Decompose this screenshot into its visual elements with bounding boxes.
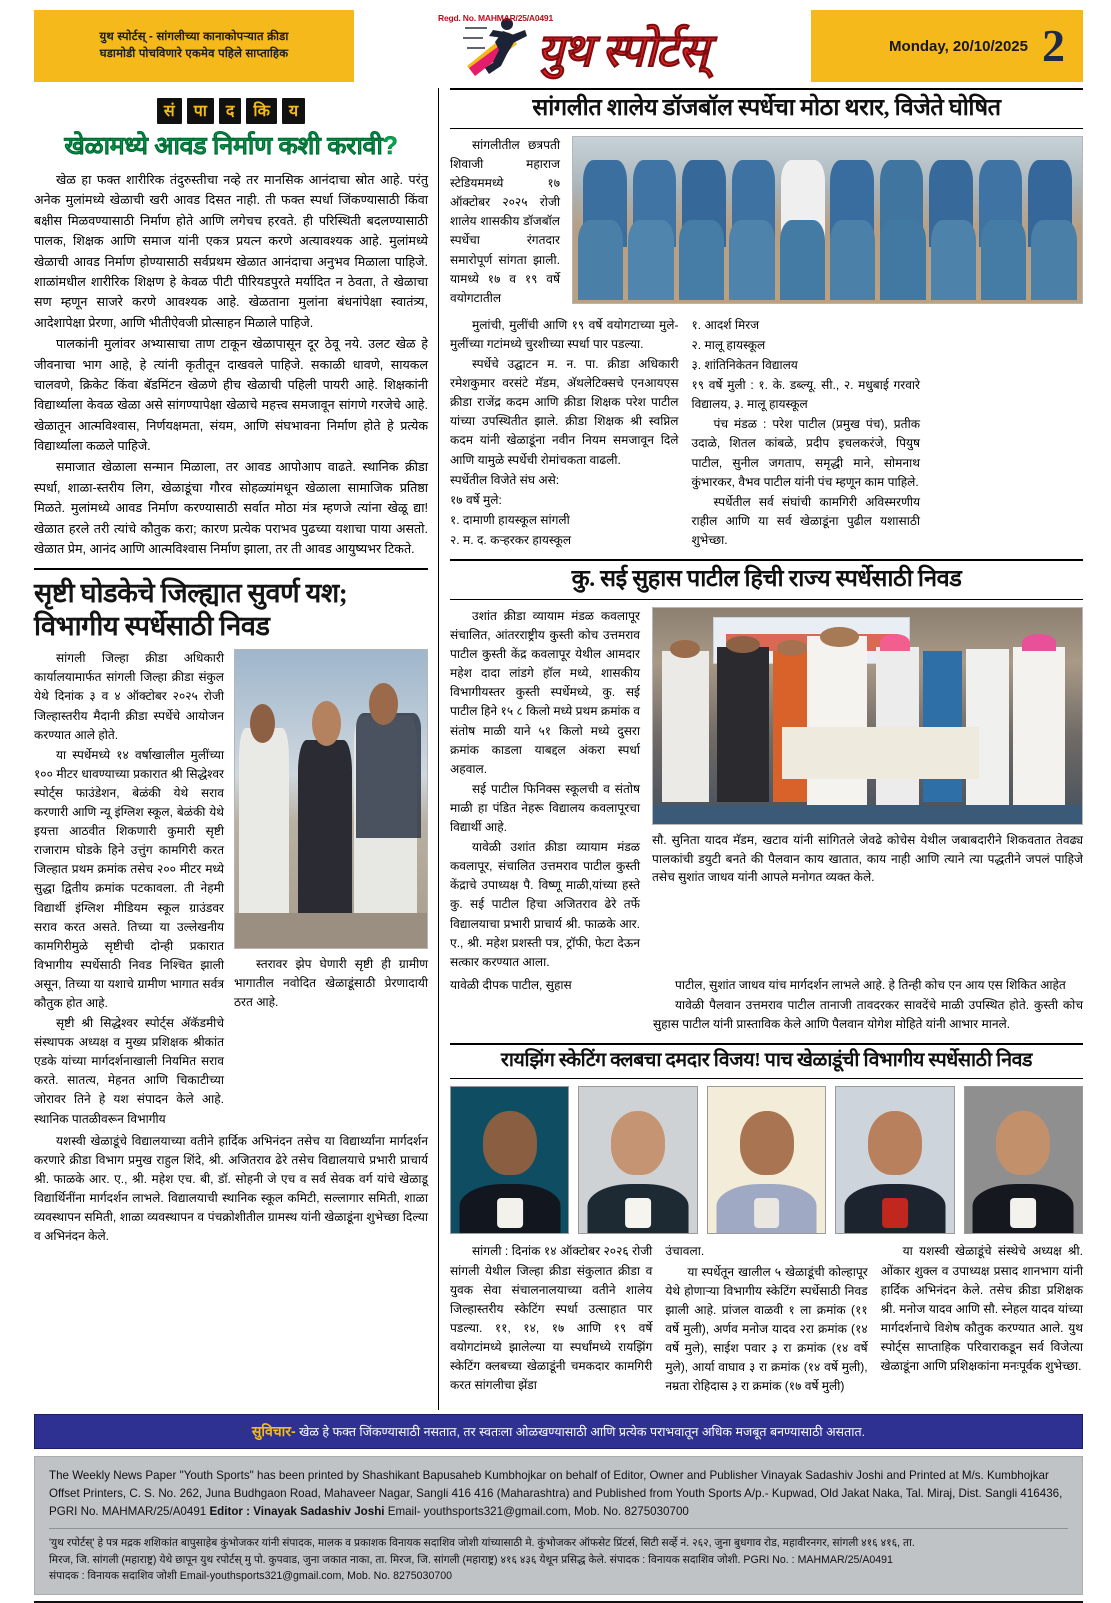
- section-divider: [34, 568, 428, 570]
- imprint-divider: [49, 1528, 1068, 1529]
- editorial-paragraph: समाजात खेळाला सन्मान मिळाला, तर आवड आपोआप वाढते. स्थानिक क्रीडा स्पर्धा, शाळा-स्तरीय लिग, खेळाडूंचा गौरव सोहळ्यांमधून खेळाला सामाजिक प्रतिष्ठा मिळते. मुलांमध्ये आवड निर्माण करण्यासाठी सर्वात मोठा मंत्र म्हणजे त्यांना खेळू द्या! खेळात हरले तरी त्यांचे कौतुक करा; कारण प्रत्येक पराभव पुढच्या यशाचा पाया असतो. खेळात प्रेम, आनंद आणि आत्मविश्वास निर्माण झाला, तर ती आवड आयुष्यभर टिकते.: [34, 460, 428, 557]
- page-body: [34, 88, 1083, 1410]
- sai-patil-paragraph: सई पाटील फिनिक्स स्कूलची व संतोष माळी हा पंडित नेहरू विद्यालय कवलापूरचा विद्यार्थी आहे.: [450, 781, 640, 835]
- dodgeball-col-1: [450, 316, 679, 551]
- sai-patil-col-2: [653, 976, 1083, 1035]
- srushti-paragraph-col2: स्तरावर झेप घेणारी सृष्टी ही ग्रामीण भागातील नवोदित खेळाडूंसाठी प्रेरणादायी ठरत आहे.: [234, 957, 428, 1010]
- dodgeball-winner-item: १. दामाणी हायस्कूल सांगली: [450, 512, 570, 527]
- dodgeball-closing-paragraph: स्पर्धेतील सर्व संघांची कामगिरी अविस्मरणीय राहील आणि या सर्व खेळाडूंना पुढील यशासाठी शुभेच्छा.: [691, 494, 920, 547]
- page-number: 2: [1042, 20, 1065, 72]
- imprint-english-part1: The Weekly News Paper "Youth Sports" has been printed by Shashikant Bapusaheb Kumbhojkar on behalf of Editor, Owner and Publisher Vinayak Sadashiv Joshi and Printed at M/s. Kumbhojkar Offset Printers, C. S. No. 262, Juna Budhgaon Road, Mahaveer Nagar, Sangli 416 416 (Maharashtra) and Published from Youth Sports A/p.- Kupwad, Old Jakat Naka, Tal. Miraj, Dist. Sangli 416436, PGRI No. MAHMAR/25/A0491: [49, 1469, 1063, 1518]
- skating-col-2: [665, 1242, 867, 1397]
- masthead-date-box: [811, 10, 1083, 82]
- athlete-portrait: [964, 1086, 1083, 1234]
- skating-headline: रायझिंग स्केटिंग क्लबचा दमदार विजय! पाच खेळाडूंची विभागीय स्पर्धेसाठी निवड: [500, 1050, 1033, 1072]
- sai-patil-caption-2: यावेळी दीपक पाटील, सुहास: [450, 977, 572, 992]
- dodgeball-headline: सांगलीत शालेय डॉजबॉल स्पर्धेचा मोठा थरार, विजेते घोषित: [532, 95, 1001, 121]
- right-column: [439, 88, 1083, 1410]
- sai-patil-caption: सौ. सुनिता यादव मॅडम, खटाव यांनी सांगितले जेवढे कोचेस येथील जबाबदारीने शिकवतात तेवढ्य पालकांची डयुटी बनते की पैलवान काय खातात, काय नाही आणि त्याने त्या पद्धतीने जपलं पाहिजे तसेच सुशांत जाधव यांनी आपले मनोगत व्यक्त केले.: [652, 833, 1083, 885]
- sai-patil-paragraph: यावेळी उशांत क्रीडा व्यायाम मंडळ कवलापूर, संचालित उत्तमराव पाटील कुस्ती केंद्राचे उपाध्यक्ष पै. विष्णू माळी,यांच्या हस्ते कु. सई पाटील हिचा अजितराव ढेरे तर्फे विद्यालयाचा प्रभारी प्राचार्य श्री. फाळके आर. ए., श्री. महेश प्रशस्ती पत्र, ट्रॉफी, फेटा देऊन सत्कार करण्यात आला.: [450, 840, 640, 969]
- srushti-photo: [234, 649, 428, 949]
- dodgeball-intro-col: [450, 136, 560, 309]
- editorial-paragraph: खेळ हा फक्त शारीरिक तंदुरुस्तीचा नव्हे तर मानसिक आनंदाचा स्रोत आहे. परंतु अनेक मुलांमध्ये खेळाची खरी आवड दिसत नाही. ती फक्त स्पर्धा जिंकण्यासाठी किंवा बक्षीस मिळवण्यासाठी निर्माण होते आणि लगेचच हरवते. ही परिस्थिती बदलण्यासाठी पालक, शिक्षक आणि समाज यांनी एकत्र प्रयत्न करणे अत्यावश्यक आहे. मुलांमध्ये खेळाची आवड निर्माण होण्यासाठी सर्वप्रथम खेळात आनंदाचा अनुभव मिळाला पाहिजे. शाळांमधील शारीरिक शिक्षण हे केवळ पीटी पीरियडपुरते मर्यादित न ठेवता, ते खेळाचा सण म्हणून साजरे करणे आवश्यक आहे. खेळताना मुलांना बंधनांपेक्षा स्वातंत्र्य, आदेशापेक्षा प्रेरणा, आणि भीतीऐवजी प्रोत्साहन मिळाले पाहिजे.: [34, 173, 428, 330]
- sai-patil-paragraph-2: यावेळी पैलवान उत्तमराव पाटील तानाजी तावदरकर सावदेंचे माळी उपस्थित होते. कुस्ती कोच सुहास पाटील यांनी प्रास्ताविक केले आणि पैलवान योगेश मोहिते यांनी आभार मानले.: [653, 997, 1083, 1031]
- skating-headline-box: [450, 1043, 1083, 1079]
- editorial-badge-letter: य: [282, 98, 305, 124]
- masthead-logo-area: [354, 10, 811, 82]
- editorial-title: खेळामध्ये आवड निर्माण कशी करावी?: [64, 132, 398, 160]
- editorial-badge-letter: द: [219, 98, 242, 124]
- sai-patil-paragraph-2: पाटील, सुशांत जाधव यांच मार्गदर्शन लाभले आहे. हे तिन्ही कोच एन आय एस शिकित आहेत: [675, 977, 1066, 992]
- publication-date: Monday, 20/10/2025: [889, 37, 1028, 55]
- srushti-paragraph: या स्पर्धेमध्ये १४ वर्षाखालील मुलींच्या १०० मीटर धावण्याच्या प्रकारात श्री सिद्धेश्वर स्पोर्ट्स फाउंडेशन, बेळंकी येथे सराव करणारी आणि न्यू इंग्लिश स्कूल, बेळंकी येथे इयत्ता आठवीत शिकणारी कुमारी सृष्टी राजाराम घोडके हिने उत्तुंग कामगिरी करत जिल्हात प्रथम क्रमांक तसेच २०० मीटर मध्ये सुद्धा द्वितीय क्रमांक पटकावला. ती नेहमी विद्यार्थी इंग्लिश मीडियम स्कूल ग्राउंडवर सराव करत असते. तिच्या या उल्लेखनीय कामगिरीमुळे सृष्टीची दोन्ही प्रकारात विभागीय स्पर्धेसाठी निवड निश्चित झाली असून, तिच्या या यशाचे ग्रामीण भागात सर्वत्र कौतुक होत आहे.: [34, 747, 224, 1010]
- dodgeball-winner-item: ३. शांतिनिकेतन विद्यालय: [691, 358, 798, 373]
- registration-number: Regd. No. MAHMAR/25/A0491: [438, 13, 553, 23]
- editorial-paragraph: पालकांनी मुलांवर अभ्यासाचा ताण टाकून खेळापासून दूर ठेवू नये. उलट खेळ हे जीवनाचा भाग आहे, हे त्यांनी कृतीतून दाखवले पाहिजे. सकाळी धावणे, सायकल चालवणे, क्रिकेट किंवा बॅडमिंटन खेळणे हीच खेळाची पहिली पायरी आहे. शिक्षकांनी विद्यार्थ्याला केवळ खेळा असे सांगण्यापेक्षा खेळाचे महत्त्व समजावून सांगणे गरजेचे आहे. खेळातून आत्मविश्वास, निर्णयक्षमता, संयम, आणि संघभावना निर्माण होते हे प्रत्येक विद्यार्थ्याला कळले पाहिजे.: [34, 337, 428, 454]
- editorial-badge-letter: सं: [157, 98, 182, 124]
- dodgeball-team-photo: [572, 136, 1083, 304]
- dodgeball-col-2: [692, 316, 921, 551]
- masthead: [34, 10, 1083, 82]
- dodgeball-winners-label: स्पर्धेतील विजेते संघ असे:: [450, 472, 560, 487]
- editorial-badge-letter: कि: [246, 98, 276, 124]
- athlete-portrait: [578, 1086, 697, 1234]
- srushti-paragraph: सृष्टी श्री सिद्धेश्वर स्पोर्ट्स अ‍ॅकॅडमीचे संस्थापक अध्यक्ष व मुख्य प्रशिक्षक श्रीकांत एडके यांच्या मार्गदर्शनाखाली नियमित सराव करते. सातत्य, मेहनत आणि चिकाटीच्या जोरावर तिने हे यश संपादन केले आहे. स्थानिक पातळीवरून विभागीय: [34, 1016, 224, 1126]
- suvichar-label: सुविचार-: [251, 1423, 296, 1439]
- masthead-tagline-box: [34, 10, 354, 82]
- skating-paragraph: या यशस्वी खेळाडूंचे संस्थेचे अध्यक्ष श्री. ओंकार शुक्ल व उपाध्यक्ष प्रसाद शानभाग यांनी हार्दिक अभिनंदन केले. तसेच क्रीडा प्रशिक्षक श्री. मनोज यादव आणि सौ. स्नेहल यादव यांच्या मार्गदर्शनाचे विशेष कौतुक करण्यात आले. युथ स्पोर्ट्स साप्ताहिक परिवाराकडून सर्व विजेत्या खेळाडूंना आणि प्रशिक्षकांना मनःपूर्वक शुभेच्छा.: [880, 1244, 1083, 1374]
- athlete-portrait: [707, 1086, 826, 1234]
- dodgeball-paragraph: स्पर्धेचे उद्घाटन म. न. पा. क्रीडा अधिकारी रमेशकुमार वरसंटे मॅडम, अ‍ॅथलेटिक्सचे एनआयएस क्रीडा राजेंद्र कदम आणि क्रीडा शिक्षक परेश पाटील यांच्या उपस्थितीत झाले. क्रीडा शिक्षक श्री स्वप्निल कदम यांनी खेळाडूंना नवीन नियम समजावून दिले आणि यामुळे स्पर्धेची रोमांचकता वाढली.: [450, 357, 679, 467]
- suvichar-text: खेळ हे फक्त जिंकण्यासाठी नसतात, तर स्वतःला ओळखण्यासाठी आणि प्रत्येक पराभवातून अधिक मजबूत बनण्यासाठी असतात.: [299, 1425, 866, 1439]
- imprint-marathi-line-1: 'युथ रपोर्टस्' हे पत्र मद्रक शशिकांत बापुसाहेब कुंभोजकर यांनी संपादक, मालक व प्रकाशक विनायक सदाशिव जोशी यांच्यासाठी मे. कुंभोजकर ऑफसेट प्रिंटर्स, सिटी सर्व्हे नं. २६२, जुना बुधगाव रोड, महावीरनगर, सांगली ४१६ ४१६, ता.: [49, 1536, 915, 1549]
- publication-title: युथ स्पोर्टस्: [537, 25, 708, 76]
- sai-patil-caption-col: [450, 976, 640, 996]
- imprint-english-part2: Email- youthsports321@gmail.com, Mob. No. 8275030700: [384, 1504, 689, 1518]
- dodgeball-judges-paragraph: पंच मंडळ : परेश पाटील (प्रमुख पंच), प्रतीक उदाळे, शितल कांबळे, प्रदीप इचलकरंजे, पियुष पाटील, सुनील जगताप, समृद्धी माने, सोमनाथ कुंभारकर, वैभव पाटील यांनी पंच म्हणून काम पाहिले.: [691, 417, 920, 489]
- srushti-article-headline: सृष्टी घोडकेचे जिल्ह्यात सुवर्ण यश; विभागीय स्पर्धेसाठी निवड: [34, 578, 348, 642]
- dodgeball-intro-paragraph: सांगलीतील छत्रपती शिवाजी महाराज स्टेडियममध्ये १७ ऑक्टोबर २०२५ रोजी शालेय शासकीय डॉजबॉल स्पर्धेचा रंगतदार समारोपूर्ण सांगता झाली. यामध्ये १७ व १९ वर्षे वयोगटातील: [450, 138, 560, 305]
- dodgeball-winner-item: २. मालू हायस्कूल: [691, 337, 766, 352]
- editorial-badge-letter: पा: [187, 98, 214, 124]
- footer-imprint: [34, 1456, 1083, 1595]
- skating-col-3: [881, 1242, 1083, 1377]
- dodgeball-category-label: १७ वर्षे मुले:: [450, 492, 502, 507]
- athlete-portrait: [835, 1086, 954, 1234]
- dodgeball-winner-item: २. म. द. कऱ्हरकर हायस्कूल: [450, 532, 572, 547]
- srushti-paragraph-col2: यशस्वी खेळाडूंचे विद्यालयाच्या वतीने हार्दिक अभिनंदन तसेच या विद्यार्थ्यांना मार्गदर्शन करणारे क्रीडा विभाग प्रमुख राहुल शिंदे, श्री. अजितराव ढेरे तसेच विद्यालयाचे प्रभारी प्राचार्य श्री. फाळके आर. ए., श्री. महेश एच. बी, डॉ. सोहनी जे एच व सर्व सेवक वर्ग यांचे खेळाडू विद्यार्थिनींना मार्गदर्शन लाभले. विद्यालयाची स्थानिक स्कूल कमिटी, सल्लागार समिती, शाळा व्यवस्थापन समिती, शाळा व्यवस्थापन व पंचक्रोशीतील ग्रामस्थ यांनी खेळाडूंना शुभेच्छा दिल्या व अभिनंदन केले.: [34, 1133, 428, 1244]
- skating-paragraph: सांगली : दिनांक १४ ऑक्टोबर २०२६ रोजी सांगली येथील जिल्हा क्रीडा संकुलात क्रीडा व युवक सेवा संचालनालयाच्या वतीने शालेय जिल्हास्तरीय स्केटिंग स्पर्धा उत्साहात पार पडल्या. ११, १४, १७ आणि १९ वर्षे वयोगटांमध्ये झालेल्या या स्पर्धांमध्ये रायझिंग स्केटिंग क्लबच्या खेळाडूंनी चमकदार कामगिरी करत सांगलीचा झेंडा: [450, 1244, 653, 1393]
- tagline-line-1: युथ स्पोर्टस् - सांगलीच्या कानाकोपऱ्यात क्रीडा: [99, 30, 289, 43]
- sai-patil-award-photo: [652, 607, 1083, 825]
- editorial-body: [34, 170, 428, 559]
- dodgeball-headline-box: [450, 88, 1083, 129]
- srushti-right-block: [234, 649, 428, 1013]
- sai-patil-headline: कु. सई सुहास पाटील हिची राज्य स्पर्धेसाठी निवड: [571, 565, 962, 592]
- runner-logo-icon: [463, 14, 535, 78]
- dodgeball-winner-item: १९ वर्षे मुली : १. के. डब्ल्यू. सी., २. मधुबाई गरवारे विद्यालय, ३. मालू हायस्कूल: [691, 378, 920, 412]
- athlete-portrait: [450, 1086, 569, 1234]
- skating-paragraph: या स्पर्धेतून खालील ५ खेळाडूंची कोल्हापूर येथे होणाऱ्या विभागीय स्केटिंग स्पर्धेसाठी निवड झाली आहे. प्रांजल वाळवी १ ला क्रमांक (११ वर्षे मुली), अर्णव मनोज यादव २रा क्रमांक (१४ वर्षे मुले), साईश पवार ३ रा क्रमांक (१४ वर्षे मुले), आर्या वाघाव ३ रा क्रमांक (१४ वर्षे मुली), नम्रता रोहिदास ३ रा क्रमांक (१७ वर्षे मुली): [665, 1264, 868, 1394]
- srushti-paragraph: सांगली जिल्हा क्रीडा अधिकारी कार्यालयामार्फत सांगली जिल्हा क्रीडा संकुल येथे दिनांक ३ व ४ ऑक्टोबर २०२५ रोजी जिल्हास्तरीय मैदानी क्रीडा स्पर्धेचे आयोजन करण्यात आले होते.: [34, 651, 224, 742]
- skating-col-1: [450, 1242, 652, 1396]
- tagline-line-2: घडामोडी पोचविणारे एकमेव पहिले साप्ताहिक: [99, 48, 289, 60]
- sai-patil-headline-box: [450, 559, 1083, 600]
- imprint-marathi: [49, 1535, 1068, 1585]
- imprint-english: [49, 1467, 1068, 1521]
- dodgeball-winner-item: १. आदर्श मिरज: [691, 317, 760, 332]
- skating-portraits-row: [450, 1086, 1083, 1234]
- srushti-text-col-1: [34, 649, 224, 1129]
- sai-patil-right-block: [652, 607, 1083, 887]
- suvichar-bar: [34, 1414, 1083, 1449]
- skating-paragraph: उंचावला.: [665, 1244, 705, 1259]
- dodgeball-photo-wrap: [572, 136, 1083, 304]
- dodgeball-paragraph: मुलांची, मुलींची आणि १९ वर्षे वयोगटाच्या मुले-मुलींच्या गटांमध्ये चुरशीच्या स्पर्धा पार पडल्या.: [450, 317, 679, 351]
- sai-patil-col-1: [450, 607, 640, 973]
- left-column: [34, 88, 438, 1410]
- imprint-editor-label: Editor : Vinayak Sadashiv Joshi: [209, 1504, 385, 1518]
- imprint-marathi-line-2: मिरज, जि. सांगली (महाराष्ट्र) येथे छापून युथ रपोर्टस् मु पो. कुपवाड, जुना जकात नाका, ता. मिरज, जि. सांगली (महाराष्ट्र) ४१६ ४३६ येथून प्रसिद्ध केले. संपादक : विनायक सदाशिव जोशी. PGRI No. : MAHMAR/25/A0491: [49, 1553, 893, 1566]
- sai-patil-paragraph: उशांत क्रीडा व्यायाम मंडळ कवलापूर संचालित, आंतरराष्ट्रीय कुस्ती कोच उत्तमराव पाटील कुस्ती केंद्र कवलापूर येथील आमदार महेश दादा लांडगे हॉल मध्ये, शासकीय विभागीयस्तर कुस्ती स्पर्धेमध्ये, कु. सई पाटील हिने १५ ८ किलो मध्ये प्रथम क्रमांक व संतोष माळी याने ५१ किलो मध्ये दुसरा क्रमांक काडला याबद्दल अंकरा स्पर्धा अहवाल.: [450, 609, 640, 776]
- editorial-badge-row: [34, 98, 428, 124]
- imprint-marathi-line-3: संपादक : विनायक सदाशिव जोशी Email-youthsports321@gmail.com, Mob. No. 8275030700: [49, 1570, 453, 1583]
